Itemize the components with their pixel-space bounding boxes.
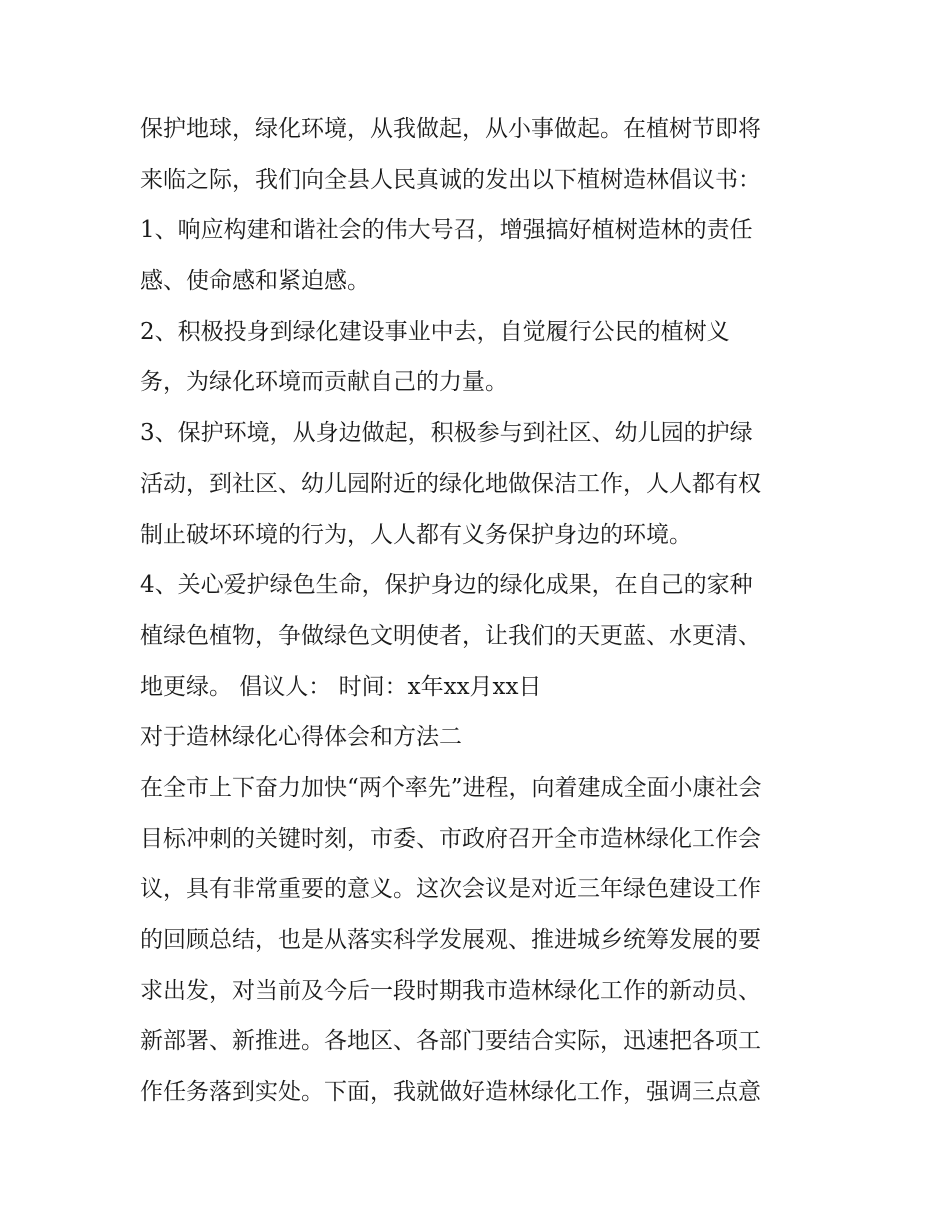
text-line: 3、保护环境，从身边做起，积极参与到社区、幼儿园的护绿 [140, 420, 753, 447]
text-line: 保护地球，绿化环境，从我做起，从小事做起。在植树节即将 [140, 116, 761, 142]
text-line: 来临之际，我们向全县人民真诚的发出以下植树造林倡议书： [140, 166, 761, 193]
text-line: 求出发，对当前及今后一段时期我市造林绿化工作的新动员、 [140, 977, 761, 1004]
text-line: 作任务落到实处。下面，我就做好造林绿化工作，强调三点意 [140, 1079, 761, 1106]
text-line: 议，具有非常重要的意义。这次会议是对近三年绿色建设工作 [140, 876, 761, 903]
text-line: 目标冲刺的关键时刻，市委、市政府召开全市造林绿化工作会 [140, 825, 761, 852]
text-line: 制止破坏环境的行为，人人都有义务保护身边的环境。 [140, 521, 692, 548]
text-line: 的回顾总结，也是从落实科学发展观、推进城乡统筹发展的要 [140, 927, 761, 953]
text-line: 4、关心爱护绿色生命，保护身边的绿化成果，在自己的家种 [140, 572, 753, 599]
section-heading: 对于造林绿化心得体会和方法二 [140, 724, 462, 751]
text-line: 务，为绿化环境而贡献自己的力量。 [140, 369, 508, 396]
text-line: 活动，到社区、幼儿园附近的绿化地做保洁工作，人人都有权 [140, 470, 761, 497]
text-line: 新部署、新推进。各地区、各部门要结合实际，迅速把各项工 [140, 1028, 761, 1055]
text-line: 地更绿。 倡议人： 时间：x年xx月xx日 [140, 673, 542, 700]
document-body [140, 104, 830, 1118]
text-line: 植绿色植物，争做绿色文明使者，让我们的天更蓝、水更清、 [140, 622, 761, 649]
text-line: 2、积极投身到绿化建设事业中去，自觉履行公民的植树义 [140, 318, 730, 345]
text-line: 感、使命感和紧迫感。 [140, 268, 370, 295]
text-line: 在全市上下奋力加快“两个率先”进程，向着建成全面小康社会 [140, 774, 762, 801]
text-line: 1、响应构建和谐社会的伟大号召，增强搞好植树造林的责任 [140, 217, 753, 244]
